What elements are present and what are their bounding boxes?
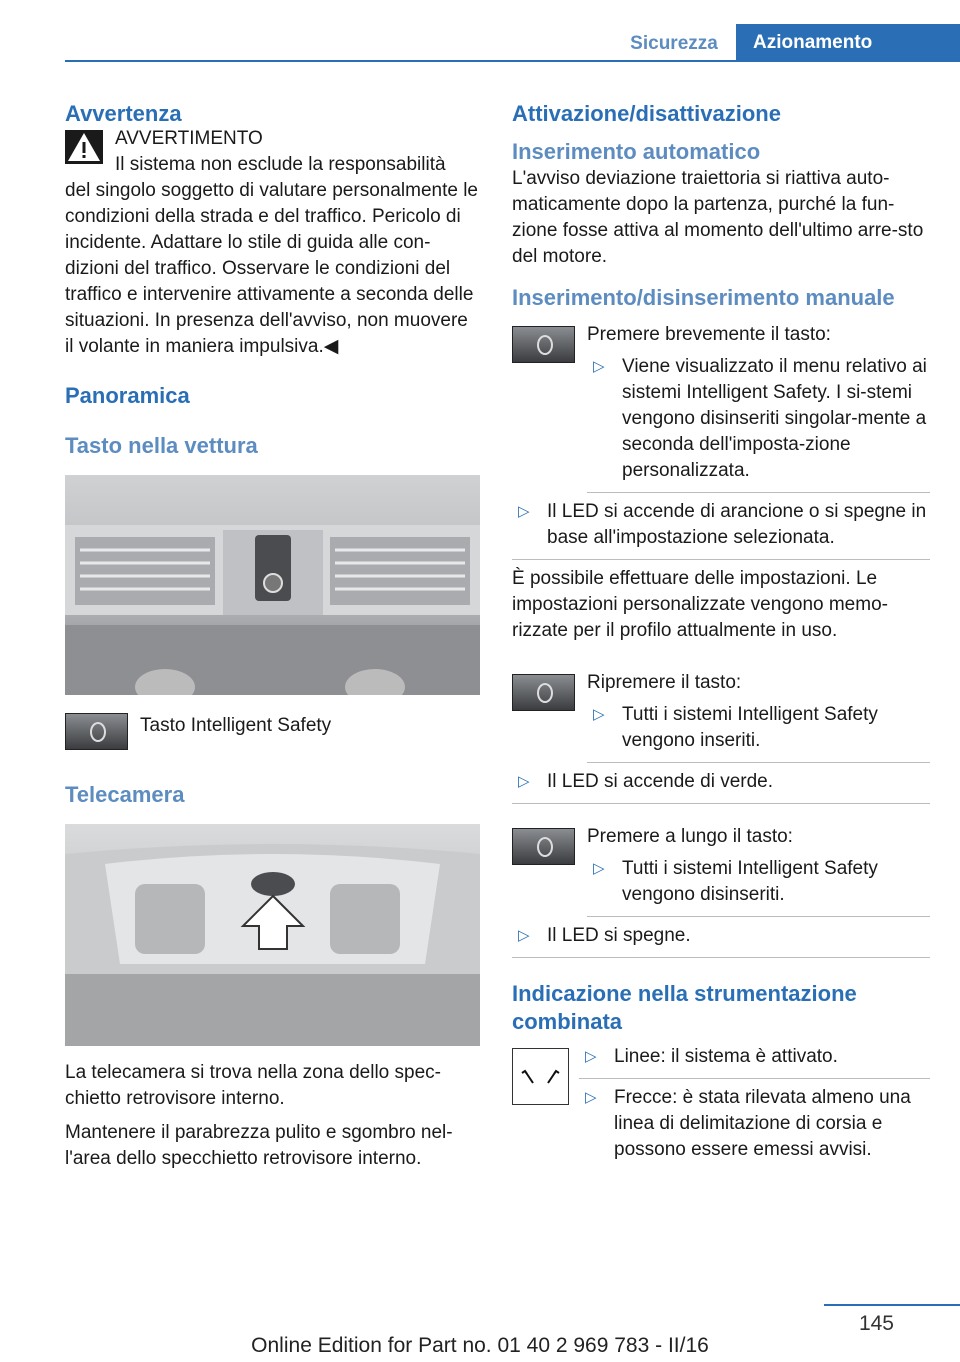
settings-text: È possibile effettuare delle impostazioni. Le impostazioni personalizzate vengono memo-rizzate per il profilo attualmente in uso. — [512, 568, 888, 641]
button-heading: Tasto nella vettura — [65, 433, 258, 458]
display-list-2 — [579, 1085, 930, 1163]
triangle-right-icon: ▷ — [518, 773, 530, 790]
display-heading: Indicazione nella strumentazione combinata — [512, 981, 857, 1034]
warning-text-first: Il sistema non esclude la responsabilità — [115, 154, 446, 175]
triangle-right-icon: ▷ — [585, 1089, 597, 1106]
repress-block — [512, 670, 930, 754]
list-item: ▷ Tutti i sistemi Intelligent Safety vengono inseriti. — [593, 704, 878, 751]
camera-text-1: La telecamera si trova nella zona dello spec-chietto retrovisore interno. — [65, 1062, 441, 1109]
warning-title: AVVERTIMENTO — [115, 128, 263, 149]
divider — [512, 957, 930, 958]
intelligent-safety-button-icon — [512, 674, 575, 711]
header-rule — [65, 60, 960, 62]
page-number: 145 — [858, 1312, 894, 1335]
auto-text: L'avviso deviazione traiettoria si riattiva auto-maticamente dopo la partenza, purché la fun-zione fosse attiva al momento dell'ultimo arre-sto del motore. — [512, 168, 924, 267]
activation-heading: Attivazione/disattivazione — [512, 101, 781, 126]
display-block — [512, 1044, 930, 1163]
short-press-block — [512, 322, 930, 484]
camera-heading: Telecamera — [65, 782, 185, 807]
list-item: ▷ Il LED si accende di arancione o si spegne in base all'impostazione selezionata. — [518, 501, 927, 548]
warning-block — [65, 126, 480, 360]
camera-photo — [65, 824, 480, 1046]
triangle-right-icon: ▷ — [593, 706, 605, 723]
divider — [587, 916, 930, 917]
short-press-list-2 — [512, 499, 930, 551]
button-caption: Tasto Intelligent Safety — [140, 715, 332, 736]
repress-list — [587, 702, 930, 754]
button-caption-row — [65, 713, 480, 750]
warning-text-rest: del singolo soggetto di valutare personalmente le condizioni della strada e del traffico. Pericolo di incidente. Adattare lo stile di guida alle con-dizioni del traffico. Osservare le condizioni del traffico e intervenire attivamente a seconda delle situazioni. In presenza dell'avviso, non muovere il volante in maniera impulsiva.◀ — [65, 180, 478, 357]
manual-heading: Inserimento/disinserimento manuale — [512, 285, 895, 310]
divider — [512, 803, 930, 804]
long-press-block — [512, 824, 930, 908]
left-column — [65, 100, 480, 1172]
triangle-right-icon: ▷ — [518, 927, 530, 944]
triangle-right-icon: ▷ — [593, 358, 605, 375]
list-item: ▷ Linee: il sistema è attivato. — [579, 1044, 930, 1070]
edition-note: Online Edition for Part no. 01 40 2 969 783 - II/16 — [251, 1334, 709, 1357]
intelligent-safety-button-icon — [65, 713, 128, 750]
divider — [512, 559, 930, 560]
short-press-list — [587, 354, 930, 484]
intelligent-safety-button-icon — [512, 326, 575, 363]
list-item: ▷ Il LED si accende di verde. — [512, 769, 930, 795]
footer-rule — [824, 1304, 960, 1306]
triangle-right-icon: ▷ — [585, 1048, 597, 1065]
repress-label: Ripremere il tasto: — [587, 672, 742, 693]
dashboard-photo — [65, 475, 480, 695]
list-item: ▷ Il LED si spegne. — [512, 923, 930, 949]
repress-list-2 — [512, 769, 930, 795]
lane-departure-icon — [512, 1048, 569, 1105]
divider — [587, 762, 930, 763]
divider — [579, 1078, 930, 1079]
warning-heading: Avvertenza — [65, 101, 182, 126]
auto-heading: Inserimento automatico — [512, 139, 761, 164]
list-item: ▷ Tutti i sistemi Intelligent Safety vengono disinseriti. — [593, 858, 878, 905]
header-chapter-tab[interactable]: Azionamento — [736, 24, 960, 62]
intelligent-safety-button-icon — [512, 828, 575, 865]
long-press-list-2 — [512, 923, 930, 949]
list-item: ▷ Viene visualizzato il menu relativo ai sistemi Intelligent Safety. I si-stemi vengono disinseriti singolar-mente a seconda dell'imposta-zione personalizzata. — [593, 356, 927, 481]
triangle-right-icon: ▷ — [593, 860, 605, 877]
long-press-list — [587, 856, 930, 908]
warning-triangle-icon — [65, 130, 103, 164]
right-column — [512, 100, 930, 1163]
camera-text-2: Mantenere il parabrezza pulito e sgombro nel-l'area dello specchietto retrovisore interno. — [65, 1122, 453, 1169]
short-press-label: Premere brevemente il tasto: — [587, 324, 831, 345]
overview-heading: Panoramica — [65, 383, 190, 408]
list-item: ▷ Frecce: è stata rilevata almeno una linea di delimitazione di corsia e possono essere emessi avvisi. — [585, 1087, 911, 1160]
display-list — [579, 1044, 930, 1070]
long-press-label: Premere a lungo il tasto: — [587, 826, 793, 847]
divider — [587, 492, 930, 493]
triangle-right-icon: ▷ — [518, 503, 530, 520]
header-section-tab[interactable]: Sicurezza — [630, 33, 718, 54]
